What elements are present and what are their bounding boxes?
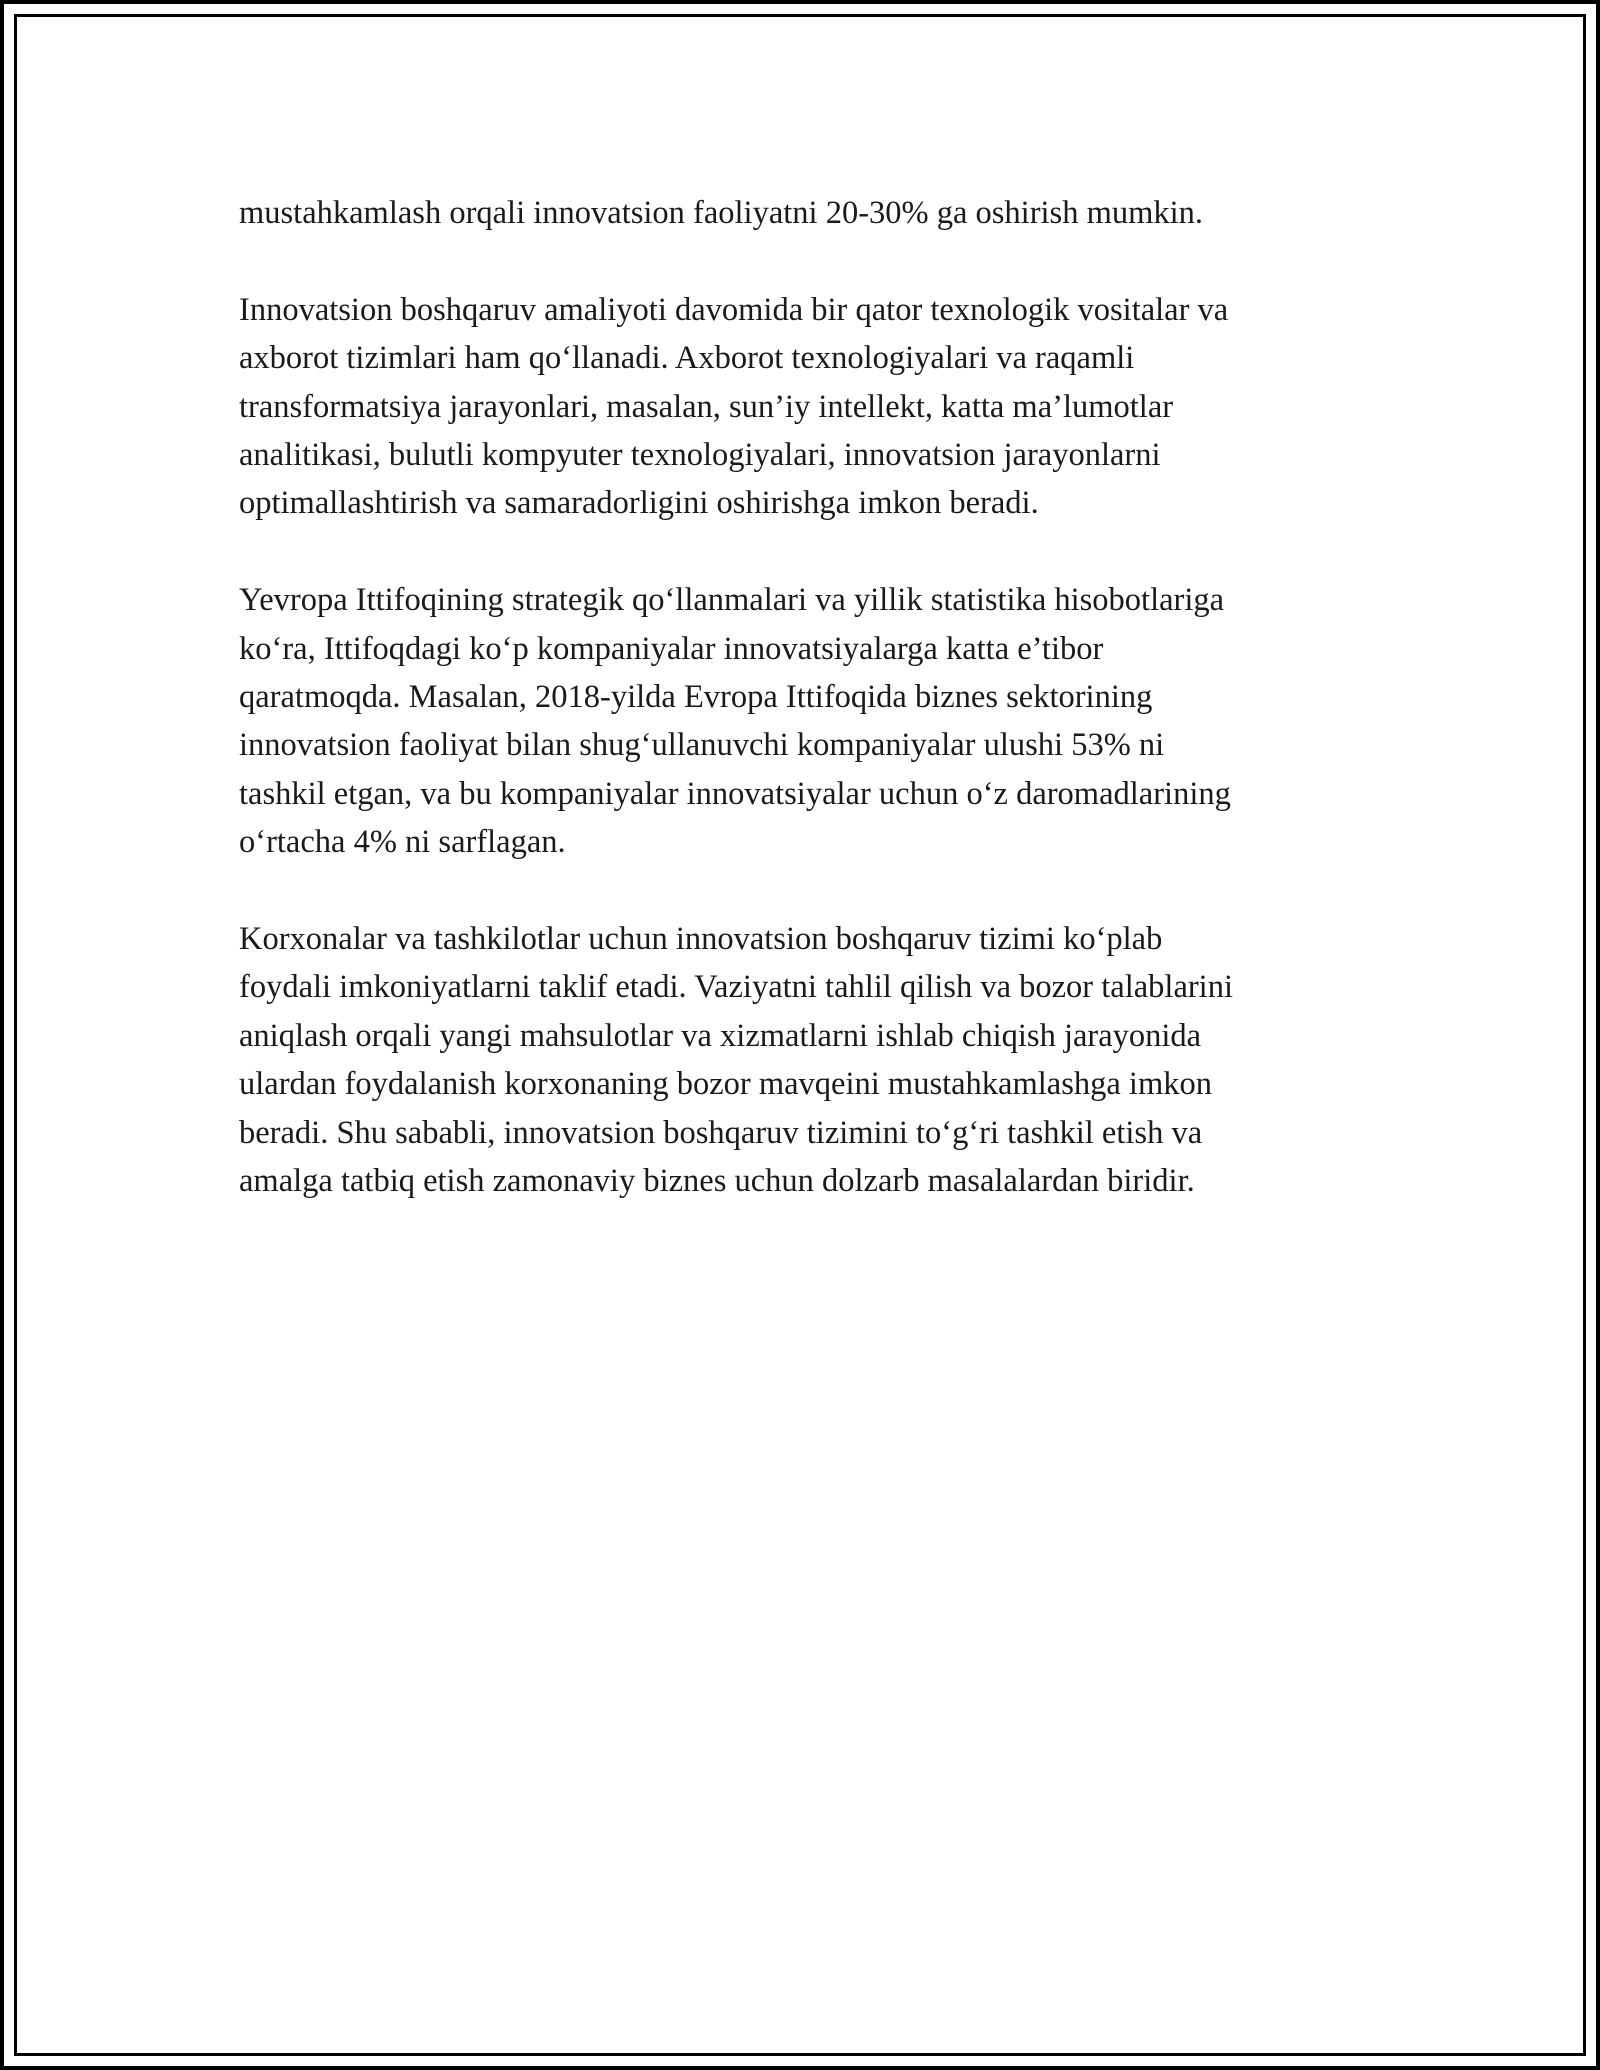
paragraph-3 xyxy=(239,576,1379,866)
text-line: transformatsiya jarayonlari, masalan, sun’iy intellekt, katta ma’lumotlar xyxy=(239,388,1174,425)
text-line: Korxonalar va tashkilotlar uchun innovatsion boshqaruv tizimi ko‘plab xyxy=(239,921,1163,958)
text-line: mustahkamlash orqali innovatsion faoliyatni 20-30% ga oshirish mumkin. xyxy=(239,195,1204,231)
text-line: ulardan foydalanish korxonaning bozor mavqeini mustahkamlashga imkon xyxy=(239,1066,1212,1103)
text-line: amalga tatbiq etish zamonaviy biznes uchun dolzarb masalalardan biridir. xyxy=(239,1163,1195,1200)
text-line: beradi. Shu sababli, innovatsion boshqaruv tizimini to‘g‘ri tashkil etish va xyxy=(239,1114,1203,1151)
document-body xyxy=(239,189,1379,1254)
text-line: innovatsion faoliyat bilan shug‘ullanuvchi kompaniyalar ulushi 53% ni xyxy=(239,727,1165,764)
paragraph-4 xyxy=(239,915,1379,1205)
text-line: tashkil etgan, va bu kompaniyalar innovatsiyalar uchun o‘z daromadlarining xyxy=(239,775,1231,812)
text-line: o‘rtacha 4% ni sarflagan. xyxy=(239,824,566,861)
paragraph-2 xyxy=(239,286,1379,528)
text-line: analitikasi, bulutli kompyuter texnologiyalari, innovatsion jarayonlarni xyxy=(239,437,1161,474)
paragraph-1 xyxy=(239,189,1379,237)
text-line: foydali imkoniyatlarni taklif etadi. Vaziyatni tahlil qilish va bozor talablarini xyxy=(239,969,1233,1006)
text-line: axborot tizimlari ham qo‘llanadi. Axborot texnologiyalari va raqamli xyxy=(239,340,1135,377)
text-line: Innovatsion boshqaruv amaliyoti davomida bir qator texnologik vositalar va xyxy=(239,291,1229,328)
text-line: aniqlash orqali yangi mahsulotlar va xizmatlarni ishlab chiqish jarayonida xyxy=(239,1017,1202,1054)
text-line: optimallashtirish va samaradorligini oshirishga imkon beradi. xyxy=(239,485,1039,522)
text-line: qaratmoqda. Masalan, 2018-yilda Evropa Ittifoqida biznes sektorining xyxy=(239,679,1153,716)
text-line: ko‘ra, Ittifoqdagi ko‘p kompaniyalar innovatsiyalarga katta e’tibor xyxy=(239,630,1104,667)
text-line: Yevropa Ittifoqining strategik qo‘llanmalari va yillik statistika hisobotlariga xyxy=(239,582,1225,619)
